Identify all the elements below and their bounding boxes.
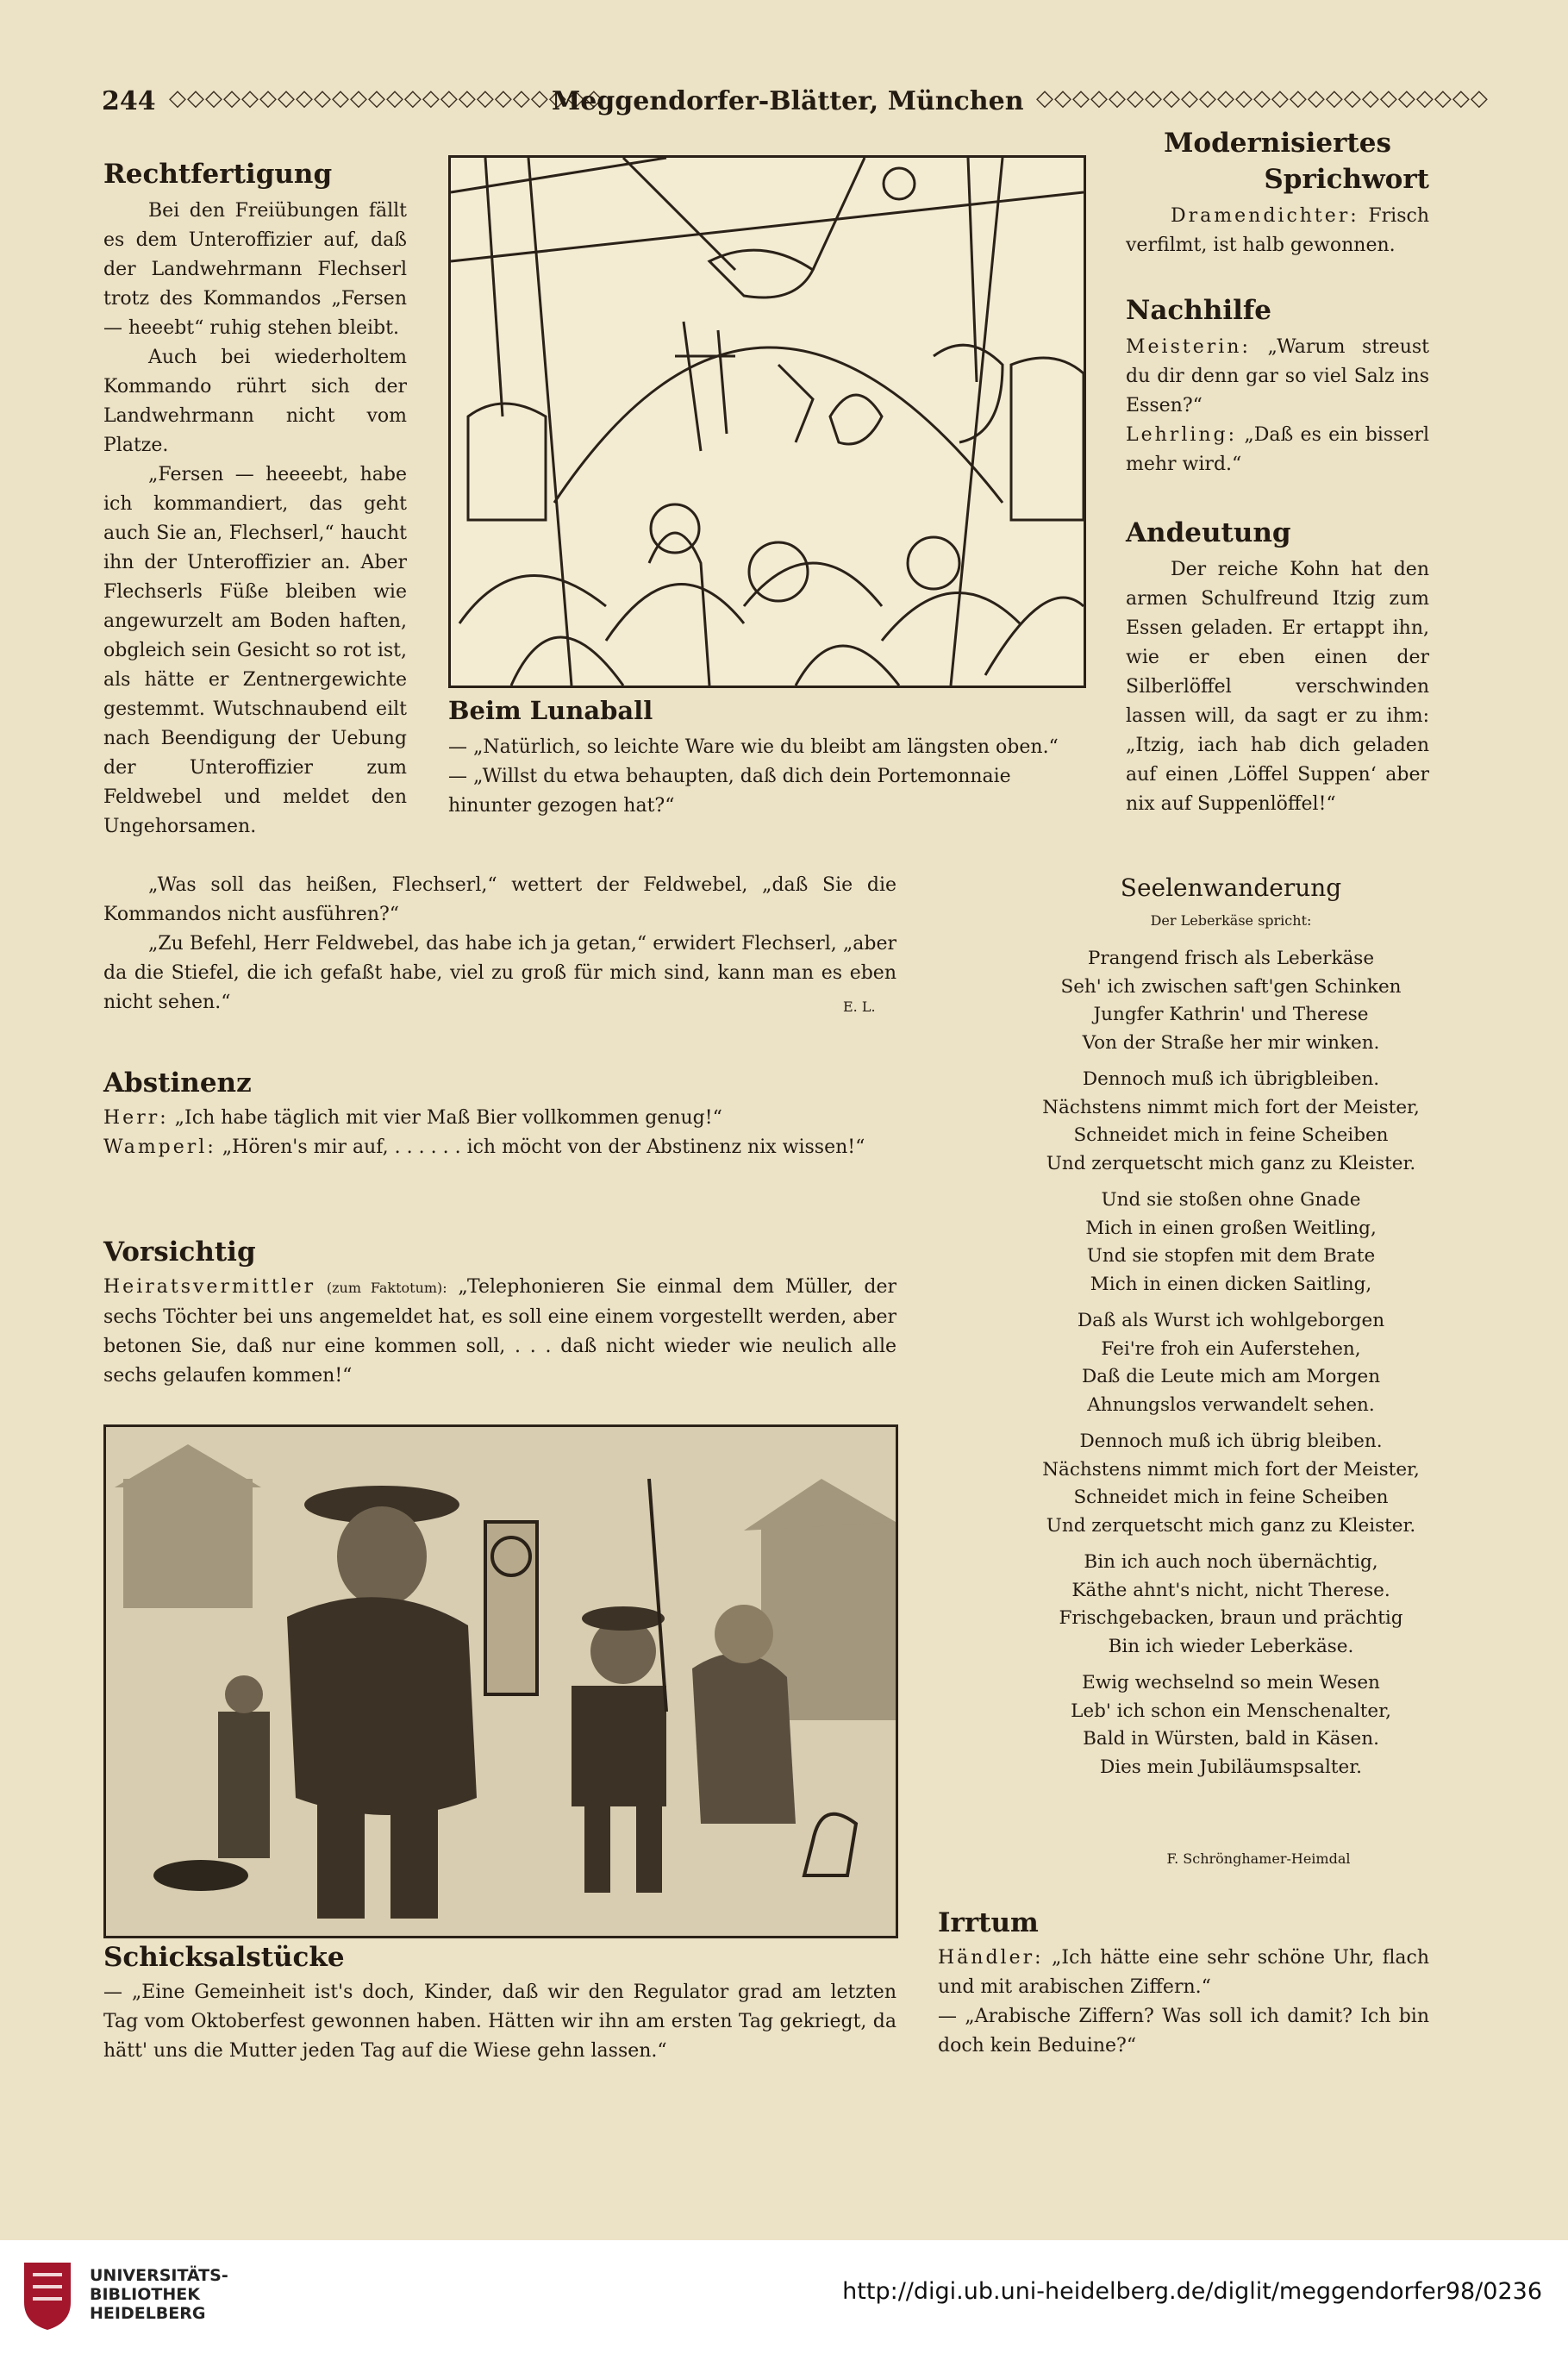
poem-stanza (938, 945, 1524, 1057)
poem-line: Und zerquetscht mich ganz zu Kleister. (1046, 1152, 1416, 1174)
andeutung-body (1126, 555, 1429, 819)
seelenwanderung-poem (938, 945, 1524, 1790)
rechtfertigung-body (103, 197, 407, 842)
poem-line: Bald in Würsten, bald in Käsen. (1083, 1728, 1379, 1750)
vorsichtig-text: „Telephonieren Sie einmal dem Müller, der sechs Töchter bei uns angemeldet hat, es soll eine einem vorgestellt werden, aber betonen Sie, daß nur eine kommen soll, . . . daß nicht wieder wie neulich alle sechs gelaufen kommen!“ (103, 1276, 896, 1387)
poem-line: Dennoch muß ich übrigbleiben. (1082, 1068, 1380, 1090)
poem-stanza (938, 1186, 1524, 1299)
poem-line: Bin ich auch noch übernächtig, (1084, 1551, 1378, 1573)
lunaball-caption-title: Beim Lunaball (448, 696, 653, 725)
logo-line: HEIDELBERG (90, 2304, 206, 2323)
logo-line: UNIVERSITÄTS- (90, 2266, 228, 2285)
street-drawing (106, 1427, 896, 1936)
poem-line: Prangend frisch als Leberkäse (1087, 948, 1375, 969)
poem-line: Daß als Wurst ich wohlgeborgen (1077, 1310, 1385, 1331)
vorsichtig-aside: (zum Faktotum): (326, 1280, 447, 1296)
andeutung-text: Der reiche Kohn hat den armen Schulfreund Itzig zum Essen geladen. Er ertappt ihn, wie er eben einen der Silberlöffel verschwinden lassen will, da sagt er zu ihm: „Itzig, iach hab dich geladen auf einen ‚Löffel Suppen‘ aber nix auf Suppenlöffel!“ (1126, 559, 1429, 815)
modernisiertes-text: Frisch verfilmt, ist halb gewonnen. (1126, 205, 1429, 256)
poem-line: Nächstens nimmt mich fort der Meister, (1042, 1096, 1420, 1118)
poem-line: Nächstens nimmt mich fort der Meister, (1042, 1458, 1420, 1481)
poem-line: Ahnungslos verwandelt sehen. (1087, 1393, 1375, 1416)
poem-stanza (938, 1549, 1524, 1661)
poem-line: Von der Straße her mir winken. (1082, 1031, 1380, 1054)
poem-line: Frischgebacken, braun und prächtig (1059, 1607, 1403, 1629)
abstinenz-speaker-2: Wamperl: (103, 1136, 216, 1158)
header-ornament-right: ◇◇◇◇◇◇◇◇◇◇◇◇◇◇◇◇◇◇◇◇◇◇◇◇◇ (1036, 85, 1489, 111)
lunaball-illustration (448, 155, 1086, 688)
modernisiertes-title-1: Modernisiertes (1164, 128, 1391, 159)
poem-stanza (938, 1669, 1524, 1781)
rechtfertigung-paragraph: Auch bei wiederholtem Kommando rührt sich der Landwehrmann nicht vom Platze. (103, 347, 407, 456)
modernisiertes-body (1126, 202, 1429, 260)
university-seal-icon (21, 2259, 74, 2332)
poem-line: Dennoch muß ich übrig bleiben. (1079, 1431, 1383, 1452)
poem-line: Mich in einen großen Weitling, (1085, 1217, 1377, 1239)
rechtfertigung-paragraph: Bei den Freiübungen fällt es dem Unteroffizier auf, daß der Landwehrmann Flechserl trotz des Kommandos „Fersen — heeebt“ ruhig stehen bleibt. (103, 200, 407, 339)
vorsichtig-body (103, 1273, 896, 1391)
lunaball-line: — „Willst du etwa behaupten, daß dich dein Portemonnaie hinunter gezogen hat?“ (448, 766, 1011, 817)
poem-line: Daß die Leute mich am Morgen (1081, 1366, 1381, 1387)
header-ornament-left: ◇◇◇◇◇◇◇◇◇◇◇◇◇◇◇◇◇◇◇◇◇◇◇◇ (169, 85, 603, 111)
poem-line: Mich in einen dicken Saitling, (1090, 1273, 1372, 1295)
poem-line: Ewig wechselnd so mein Wesen (1082, 1672, 1380, 1694)
rechtfertigung-paragraph: „Zu Befehl, Herr Feldwebel, das habe ich ja getan,“ erwidert Flechserl, „aber da die Stiefel, die ich gefaßt habe, viel zu groß für mich sind, kann man es eben nicht sehen.“ (103, 933, 896, 1013)
irrtum-line-1: „Ich hätte eine sehr schöne Uhr, flach und mit arabischen Ziffern.“ (938, 1947, 1429, 1998)
university-logo-text (90, 2266, 228, 2323)
poem-line: Fei're froh ein Auferstehen, (1101, 1337, 1361, 1360)
nachhilfe-speaker-1: Meisterin: (1126, 336, 1251, 358)
schicksalstuecke-body (103, 1978, 896, 2066)
abstinenz-line-1: „Ich habe täglich mit vier Maß Bier vollkommen genug!“ (174, 1107, 722, 1129)
nachhilfe-speaker-2: Lehrling: (1126, 424, 1238, 446)
street-illustration (103, 1424, 898, 1938)
poem-line: Käthe ahnt's nicht, nicht Therese. (1071, 1579, 1390, 1601)
header-title: Meggendorfer-Blätter, München (552, 86, 1024, 116)
andeutung-title: Andeutung (1126, 517, 1291, 548)
poem-line: Bin ich wieder Leberkäse. (1108, 1635, 1354, 1657)
abstinenz-line-2: „Hören's mir auf, . . . . . . ich möcht von der Abstinenz nix wissen!“ (222, 1136, 865, 1158)
modernisiertes-title-2: Sprichwort (1264, 164, 1429, 195)
irrtum-title: Irrtum (938, 1907, 1039, 1938)
poem-stanza (938, 1428, 1524, 1540)
poem-line: Und zerquetscht mich ganz zu Kleister. (1046, 1514, 1416, 1537)
abstinenz-speaker-1: Herr: (103, 1107, 169, 1129)
seelenwanderung-title: Seelenwanderung (1120, 873, 1342, 902)
poem-line: Schneidet mich in feine Scheiben (1073, 1124, 1389, 1146)
modernisiertes-speaker: Dramendichter: (1171, 205, 1359, 227)
poem-line: Seh' ich zwischen saft'gen Schinken (1060, 975, 1402, 998)
nachhilfe-title: Nachhilfe (1126, 295, 1271, 326)
seelenwanderung-author: F. Schrönghamer-Heimdal (1166, 1850, 1351, 1867)
poem-line: Und sie stoßen ohne Gnade (1101, 1189, 1361, 1211)
source-url-link[interactable]: http://digi.ub.uni-heidelberg.de/diglit/meggendorfer98/0236 (842, 2278, 1542, 2305)
poem-line: Dies mein Jubiläumspsalter. (1099, 1756, 1363, 1778)
lunaball-caption (448, 733, 1086, 821)
nachhilfe-line-2: „Daß es ein bisserl mehr wird.“ (1126, 424, 1429, 475)
rechtfertigung-body-wide (103, 871, 896, 1017)
irrtum-line-2: — „Arabische Ziffern? Was soll ich damit? Ich bin doch kein Beduine?“ (938, 2006, 1429, 2057)
schicksalstuecke-title: Schicksalstücke (103, 1942, 345, 1973)
rechtfertigung-title: Rechtfertigung (103, 159, 333, 190)
nachhilfe-body (1126, 333, 1429, 479)
poem-line: Jungfer Kathrin' und Therese (1093, 1004, 1369, 1025)
vorsichtig-title: Vorsichtig (103, 1236, 256, 1268)
poem-line: Leb' ich schon ein Menschenalter, (1071, 1700, 1391, 1722)
nachhilfe-line-1: „Warum streust du dir denn gar so viel Salz ins Essen?“ (1126, 336, 1429, 416)
abstinenz-title: Abstinenz (103, 1067, 252, 1099)
schicksalstuecke-text: — „Eine Gemeinheit ist's doch, Kinder, daß wir den Regulator grad am letzten Tag vom Oktoberfest gewonnen haben. Hätten wir ihn am ersten Tag gekriegt, da hätt' uns die Mutter jeden Tag auf die Wiese gehn lassen.“ (103, 1981, 896, 2062)
seelenwanderung-subtitle: Der Leberkäse spricht: (1150, 912, 1312, 929)
lunaball-line: — „Natürlich, so leichte Ware wie du bleibt am längsten oben.“ (448, 736, 1059, 758)
logo-line: BIBLIOTHEK (90, 2285, 200, 2304)
page-number: 244 (102, 86, 156, 116)
rechtfertigung-signature: E. L. (843, 999, 876, 1015)
irrtum-speaker: Händler: (938, 1947, 1044, 1969)
poem-line: Schneidet mich in feine Scheiben (1073, 1487, 1389, 1508)
rechtfertigung-paragraph: „Was soll das heißen, Flechserl,“ wettert der Feldwebel, „daß Sie die Kommandos nicht ausführen?“ (103, 874, 896, 925)
vorsichtig-speaker: Heiratsvermittler (103, 1276, 316, 1298)
poem-line: Und sie stopfen mit dem Brate (1086, 1245, 1376, 1267)
lunaball-drawing (451, 158, 1084, 686)
irrtum-body (938, 1944, 1429, 2061)
abstinenz-body (103, 1104, 896, 1162)
poem-stanza (938, 1066, 1524, 1178)
footer-bar (0, 2240, 1568, 2354)
poem-stanza (938, 1307, 1524, 1419)
rechtfertigung-paragraph: „Fersen — heeeebt, habe ich kommandiert, das geht auch Sie an, Flechserl,“ haucht ihn der Unteroffizier an. Aber Flechserls Füße bleiben wie angewurzelt am Boden haften, obgleich sein Gesicht so rot ist, als hätte er Zentnergewichte gestemmt. Wutschnaubend eilt nach Beendigung der Uebung der Unteroffizier zum Feldwebel und meldet den Ungehorsamen. (103, 464, 407, 837)
